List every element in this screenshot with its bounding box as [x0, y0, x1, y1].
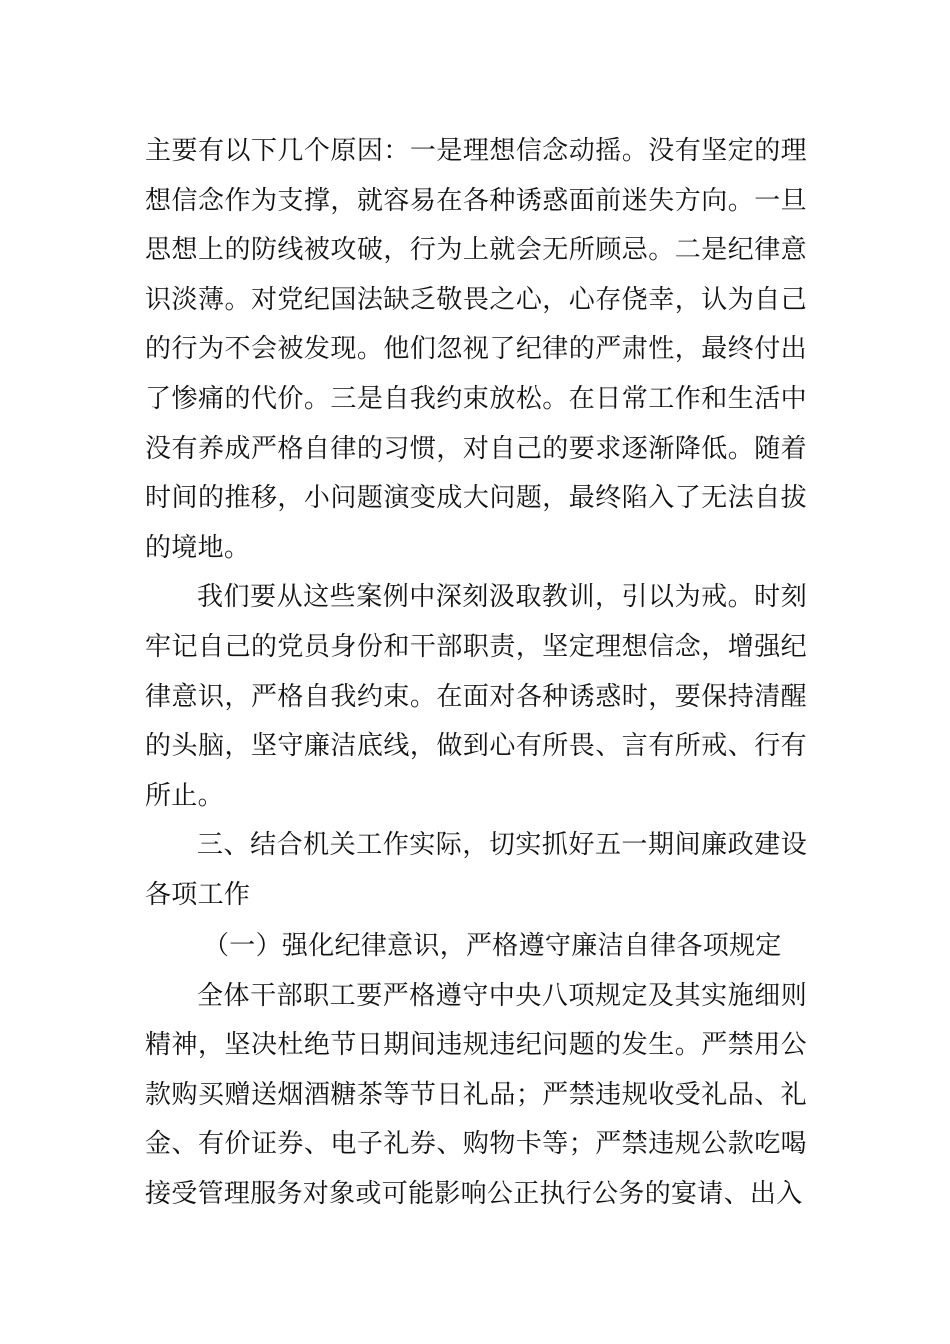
- subsection-heading-one: （一）强化纪律意识，严格遵守廉洁自律各项规定: [203, 930, 782, 961]
- section-heading-three: 三、结合机关工作实际，切实抓好五一期间廉政建设各项工作: [145, 830, 807, 910]
- paragraph-regulations: 全体干部职工要严格遵守中央八项规定及其实施细则精神，坚决杜绝节日期间违规违纪问题的发生。严禁用公款购买赠送烟酒糖茶等节日礼品；严禁违规收受礼品、礼金、有价证券、电子礼券、购物卡等；严禁违规公款吃喝接受管理服务对象或可能影响公正执行公务的宴请、出入: [145, 980, 807, 1209]
- document-body: [145, 127, 807, 1219]
- paragraph-causes: 主要有以下几个原因：一是理想信念动摇。没有坚定的理想信念作为支撑，就容易在各种诱惑面前迷失方向。一旦思想上的防线被攻破，行为上就会无所顾忌。二是纪律意识淡薄。对党纪国法缺乏敬畏之心，心存侥幸，认为自己的行为不会被发现。他们忽视了纪律的严肃性，最终付出了惨痛的代价。三是自我约束放松。在日常工作和生活中没有养成严格自律的习惯，对自己的要求逐渐降低。随着时间的推移，小问题演变成大问题，最终陷入了无法自拔的境地。: [145, 136, 807, 563]
- paragraph-lessons: 我们要从这些案例中深刻汲取教训，引以为戒。时刻牢记自己的党员身份和干部职责，坚定理想信念，增强纪律意识，严格自我约束。在面对各种诱惑时，要保持清醒的头脑，坚守廉洁底线，做到心有所畏、言有所戒、行有所止。: [145, 582, 807, 811]
